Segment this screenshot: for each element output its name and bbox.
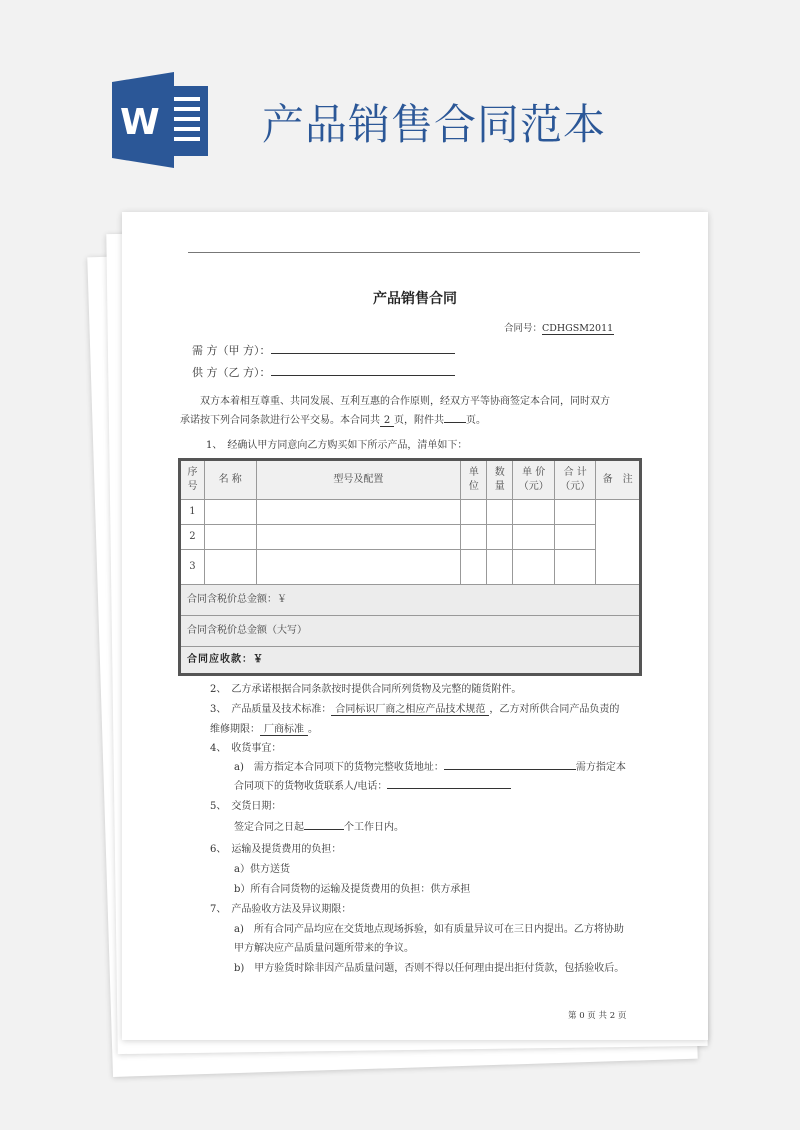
clause-6b: b）所有合同货物的运输及提货费用的负担：供方承担 <box>234 884 471 895</box>
doc-title: 产品销售合同 <box>373 291 457 307</box>
seller-field: 供 方（乙 方）： <box>192 364 455 380</box>
clause-2: 2、 乙方承诺根据合同条款按时提供合同所列货物及完整的随货附件。 <box>210 684 522 695</box>
clause-5: 5、 交货日期： <box>210 801 282 812</box>
row-number: 2 <box>180 525 205 550</box>
banner-title: 产品销售合同范本 <box>262 100 607 149</box>
col-header: 序号 <box>180 460 205 500</box>
col-header: 合 计（元） <box>555 460 596 500</box>
contract-number: 合同号：CDHGSM2011 <box>504 323 614 334</box>
product-table <box>178 458 642 676</box>
intro-text: 承诺按下列合同条款进行公平交易。本合同共 2 页，附件共 页。 <box>180 411 486 427</box>
table-row <box>180 525 641 550</box>
col-header: 名 称 <box>204 460 256 500</box>
word-logo-icon <box>112 72 212 168</box>
receivable-amount: 合同应收款：￥ <box>180 647 641 675</box>
clause-7a: a) 所有合同产品均应在交货地点现场拆验，如有质量异议可在三日内提出。乙方将协助 <box>234 924 624 935</box>
clause-7a: 甲方解决应产品质量问题所带来的争议。 <box>234 943 414 954</box>
clause-7b: b) 甲方验货时除非因产品质量问题，否则不得以任何理由提出拒付货款，包括验收后。 <box>234 963 625 974</box>
row-number: 3 <box>180 550 205 585</box>
table-row <box>180 550 641 585</box>
table-row <box>180 500 641 525</box>
total-tax-amount: 合同含税价总金额：￥ <box>180 585 641 616</box>
col-header: 数量 <box>487 460 513 500</box>
total-amount-upper: 合同含税价总金额（大写） <box>180 616 641 647</box>
clause-4: 4、 收货事宜： <box>210 743 282 754</box>
svg-text:W: W <box>120 102 160 143</box>
clause-4a: a) 需方指定本合同项下的货物完整收货地址： 需方指定本 <box>234 758 626 773</box>
clause-4a-contact: 合同项下的货物收货联系人/电话： <box>234 777 511 792</box>
clause-3-warranty: 维修期限： 厂商标准 。 <box>210 720 318 736</box>
clause-6a: a）供方送货 <box>234 864 290 875</box>
page-footer: 第 0 页 共 2 页 <box>568 1011 627 1021</box>
col-header: 备 注 <box>596 460 641 500</box>
clause-3: 3、 产品质量及技术标准： 合同标识厂商之相应产品技术规范 ，乙方对所供合同产品负责的 <box>210 700 619 716</box>
clause-5a: 签定合同之日起 个工作日内。 <box>234 818 404 833</box>
clause-7: 7、 产品验收方法及异议期限： <box>210 904 352 915</box>
document-page <box>122 212 708 1040</box>
header-rule <box>188 252 640 253</box>
col-header: 单 价（元） <box>513 460 555 500</box>
buyer-field: 需 方（甲 方）： <box>192 342 455 358</box>
intro-text: 双方本着相互尊重、共同发展、互利互惠的合作原则，经双方平等协商签定本合同，同时双方 <box>200 396 610 407</box>
col-header: 单位 <box>461 460 487 500</box>
clause-1: 1、 经确认甲方同意向乙方购买如下所示产品，清单如下： <box>206 440 468 451</box>
clause-6: 6、 运输及提货费用的负担： <box>210 844 342 855</box>
col-header: 型号及配置 <box>256 460 461 500</box>
row-number: 1 <box>180 500 205 525</box>
